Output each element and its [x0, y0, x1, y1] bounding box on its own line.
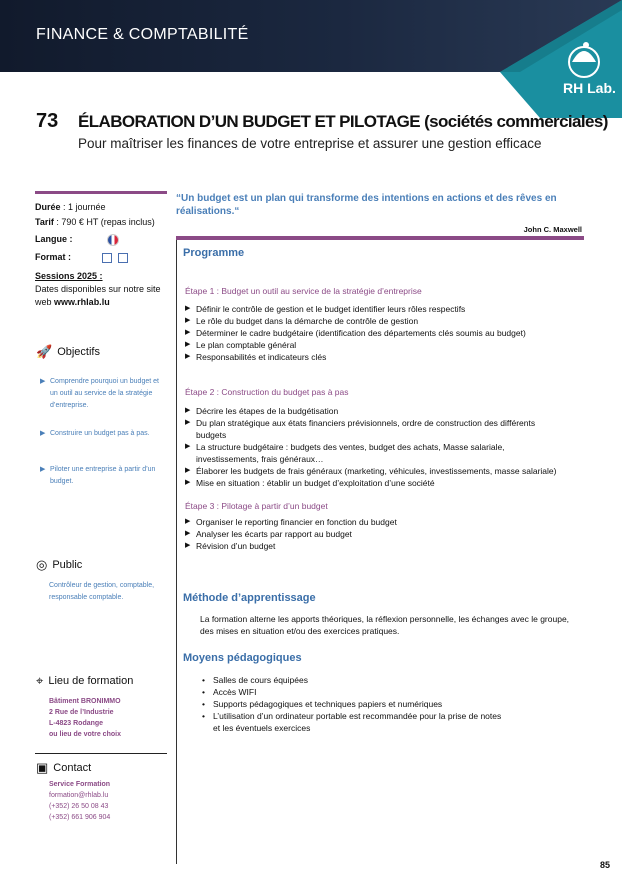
- right-accent-bar: [176, 236, 584, 240]
- building-icon: [102, 253, 112, 263]
- objective-item: ▶ Construire un budget pas à pas.: [40, 430, 150, 437]
- step-2-list: [185, 405, 565, 489]
- website-link[interactable]: www.rhlab.lu: [54, 297, 110, 307]
- sessions: Sessions 2025 : Dates disponibles sur notre site web www.rhlab.lu: [35, 271, 161, 307]
- category-title: FINANCE & COMPTABILITÉ: [36, 26, 249, 43]
- step-3-title: Étape 3 : Pilotage à partir d’un budget: [185, 501, 328, 511]
- list-item: ▶ Du plan stratégique aux états financiers prévisionnels, ordre de construction des différents budgets: [185, 417, 565, 441]
- public-text: Contrôleur de gestion, comptable, responsable comptable.: [49, 582, 155, 601]
- list-item: • L’utilisation d’un ordinateur portable est recommandée pour la prise de notes et les éventuels exercices: [200, 710, 510, 734]
- list-item: ▶ Le plan comptable général: [185, 339, 575, 351]
- language: Langue :: [35, 233, 119, 246]
- list-item: ▶ Élaborer les budgets de frais généraux (marketing, véhicules, investissements, masse salariale): [185, 465, 565, 477]
- contact-info: Service Formation formation@rhlab.lu (+352) 26 50 08 43 (+352) 661 906 904: [49, 781, 111, 821]
- computer-icon: [118, 253, 128, 263]
- list-item: ▶ Révision d’un budget: [185, 540, 575, 552]
- programme-heading: Programme: [183, 247, 245, 259]
- objective-item: ▶ Comprendre pourquoi un budget et un outil au service de la stratégie d’entreprise.: [40, 378, 159, 409]
- step-2-title: Étape 2 : Construction du budget pas à pas: [185, 387, 349, 397]
- step-3-list: [185, 516, 575, 552]
- moyens-heading: Moyens pédagogiques: [183, 652, 302, 664]
- course-subtitle: Pour maîtriser les finances de votre entreprise et assurer une gestion efficace: [78, 136, 542, 151]
- lieu-address: Bâtiment BRONIMMO 2 Rue de l’Industrie L-4823 Rodange ou lieu de votre choix: [49, 698, 121, 738]
- email-link[interactable]: formation@rhlab.lu: [49, 792, 109, 799]
- column-divider: [176, 240, 177, 864]
- target-icon: ◎: [36, 557, 48, 572]
- duration: Durée : 1 journée: [35, 202, 106, 212]
- list-item: ▶ Déterminer le cadre budgétaire (identification des départements clés soumis au budget): [185, 327, 575, 339]
- step-1-title: Étape 1 : Budget un outil au service de la stratégie d’entreprise: [185, 286, 422, 296]
- objective-item: ▶ Piloter une entreprise à partir d’un budget.: [40, 466, 156, 485]
- contact-heading: ▣ Contact: [36, 760, 92, 775]
- step-1-list: [185, 303, 575, 363]
- list-item: ▶ Mise en situation : établir un budget d’exploitation d’une société: [185, 477, 565, 489]
- logo-text: RH Lab.: [563, 80, 616, 96]
- moyens-list: [200, 674, 510, 734]
- course-title: ÉLABORATION D’UN BUDGET ET PILOTAGE (sociétés commerciales): [78, 112, 608, 131]
- page-number: 85: [599, 860, 610, 870]
- rhlab-logo-badge: [500, 0, 622, 118]
- list-item: ▶ Organiser le reporting financier en fonction du budget: [185, 516, 575, 528]
- rocket-icon: 🚀: [36, 344, 53, 359]
- methode-text: La formation alterne les apports théoriques, la réflexion personnelle, les échanges avec le groupe, des mises en situation et/ou des exercices pratiques.: [200, 614, 570, 636]
- list-item: • Supports pédagogiques et techniques papiers et numériques: [200, 698, 510, 710]
- location-pin-icon: ⌖: [36, 673, 44, 688]
- course-number: 73: [36, 110, 59, 132]
- list-item: ▶ Définir le contrôle de gestion et le budget identifier leurs rôles respectifs: [185, 303, 575, 315]
- objectifs-heading: 🚀 Objectifs: [36, 344, 100, 359]
- left-divider: [35, 753, 167, 754]
- list-item: ▶ La structure budgétaire : budgets des ventes, budget des achats, Masse salariale, investissements, frais généraux…: [185, 441, 565, 465]
- lieu-heading: ⌖ Lieu de formation: [36, 673, 134, 688]
- contact-card-icon: ▣: [36, 760, 49, 775]
- list-item: ▶ Décrire les étapes de la budgétisation: [185, 405, 565, 417]
- public-heading: ◎ Public: [36, 557, 83, 572]
- list-item: ▶ Responsabilités et indicateurs clés: [185, 351, 575, 363]
- list-item: ▶ Le rôle du budget dans la démarche de contrôle de gestion: [185, 315, 575, 327]
- left-accent-bar: [35, 191, 167, 194]
- french-flag-icon: [107, 234, 119, 246]
- quote-author: John C. Maxwell: [523, 225, 582, 234]
- format: Format :: [35, 251, 128, 264]
- methode-heading: Méthode d’apprentissage: [183, 592, 316, 604]
- price: Tarif : 790 € HT (repas inclus): [35, 217, 155, 227]
- list-item: ▶ Analyser les écarts par rapport au budget: [185, 528, 575, 540]
- quote-text: “Un budget est un plan qui transforme des intentions en actions et des rêves en réalisations.“: [176, 193, 557, 217]
- list-item: • Accès WIFI: [200, 686, 510, 698]
- list-item: • Salles de cours équipées: [200, 674, 510, 686]
